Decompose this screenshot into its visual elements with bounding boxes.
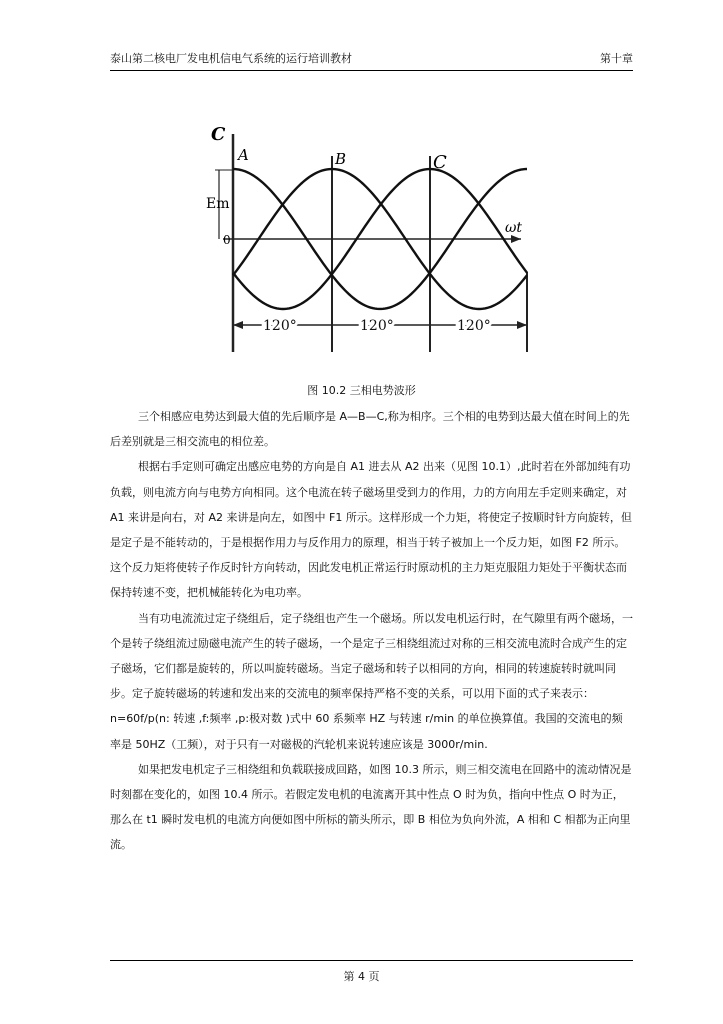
label-a: A xyxy=(238,146,249,164)
paragraph-1: 三个相感应电势达到最大值的先后顺序是 A—B—C,称为相序。三个相的电势到达最大值在时间上的先后差别就是三相交流电的相位差。 xyxy=(110,410,630,449)
dim-arrow-left xyxy=(233,321,243,329)
paragraph-2: 根据右手定则可确定出感应电势的方向是自 A1 进去从 A2 出来（见图 10.1）,此时若在外部加纯有功负载，则电流方向与电势方向相同。这个电流在转子磁场里受到力的作用，力的方向用左手定则来确定，对 A1 来讲是向右，对 A2 来讲是向左，如图中 F1 所示。这样形成一个力矩，将使定子按顺时针方向旋转，但是定子是不能转动的，于是根据作用力与反作用力的原理，相当于转子被加上一个反力矩，如图 F2 所示。这个反力矩将使转子作反时针方向转动，因此发电机正常运行时原动机的主力矩克服阻力矩处于平衡状态而保持转速不变，把机械能转化为电功率。 xyxy=(110,460,632,600)
label-em: Em xyxy=(206,196,230,212)
label-zero: 0 xyxy=(223,233,231,247)
label-b: B xyxy=(335,150,347,168)
header-rule xyxy=(110,70,633,71)
header-chapter: 第十章 xyxy=(600,52,633,65)
figure-caption: 图 10.2 三相电势波形 xyxy=(307,384,416,397)
header-title: 泰山第二核电厂发电机信电气系统的运行培训教材 xyxy=(110,52,352,65)
body-text xyxy=(110,404,633,858)
label-c: C xyxy=(433,152,447,173)
segment-label-2: 120° xyxy=(360,318,394,334)
page-number: 第 4 页 xyxy=(343,970,380,983)
footer-rule xyxy=(110,960,633,961)
segment-label-3: 120° xyxy=(457,318,491,334)
axis-arrow xyxy=(511,235,521,243)
paragraph-4: 如果把发电机定子三相绕组和负载联接成回路，如图 10.3 所示，则三相交流电在回路中的流动情况是时刻都在变化的，如图 10.4 所示。若假定发电机的电流离开其中性点 O 时为负，指向中性点 O 时为正，那么在 t1 瞬时发电机的电流方向便如图中所标的箭头所示，即 B 相位为负向外流，A 相和 C 相都为正向里流。 xyxy=(110,762,632,852)
c-axis-label: C xyxy=(211,124,226,145)
label-wt: ωt xyxy=(505,220,523,236)
paragraph-3: 当有功电流流过定子绕组后，定子绕组也产生一个磁场。所以发电机运行时，在气隙里有两个磁场，一个是转子绕组流过励磁电流产生的转子磁场，一个是定子三相绕组流过对称的三相交流电流时合成产生的定子磁场，它们都是旋转的，所以叫旋转磁场。当定子磁场和转子以相同的方向，相同的转速旋转时就叫同步。定子旋转磁场的转速和发出来的交流电的频率保持严格不变的关系，可以用下面的式子来表示： n=60f/p(n: 转速 ,f:频率 ,p:极对数 )式中 60 系频率 HZ 与转速 r/min 的单位换算值。我国的交流电的频率是 50HZ（工频），对于只有一对磁极的汽轮机来说转速应该是 3000r/min. xyxy=(110,611,633,751)
segment-label-1: 120° xyxy=(263,318,297,334)
three-phase-waveform-figure xyxy=(205,122,535,362)
dim-arrow-right xyxy=(517,321,527,329)
